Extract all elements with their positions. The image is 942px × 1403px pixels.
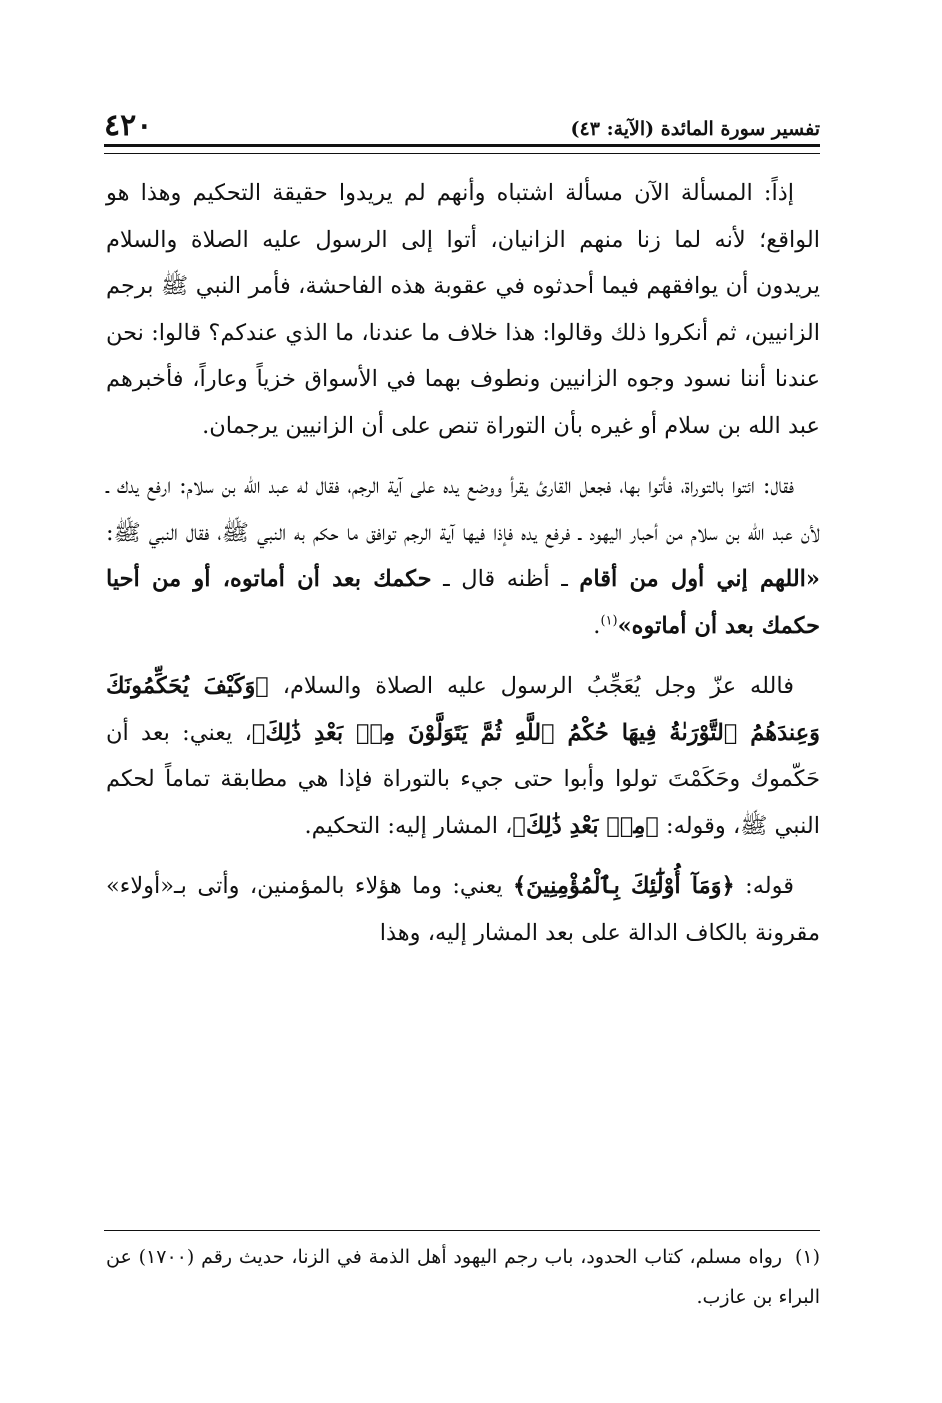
footnote-reference[interactable]: (١): [600, 613, 618, 628]
paragraph-1-text: إذاً: المسألة الآن مسألة اشتباه وأنهم لم يريدوا حقيقة التحكيم وهذا هو الواقع؛ لأنه لما زنا منهم الزانيان، أتوا إلى الرسول عليه الصلاة والسلام يريدون أن يوافقهم فيما أحدثوه في عقوبة هذه الفاحشة، فأمر النبي ﷺ برجم الزانيين، ثم أنكروا ذلك وقالوا: هذا خلاف ما عندنا، ما الذي عندكم؟ قالوا: نحن عندنا أننا نسود وجوه الزانيين ونطوف بهما في الأسواق خزياً وعاراً، فأخبرهم عبد الله بن سلام أو غيره بأن التوراة تنص على أن الزانيين يرجمان.: [106, 180, 820, 439]
main-text: [106, 170, 820, 970]
paragraph-2-text: فقال: ائتوا بالتوراة، فأتوا بها، فجعل القارئ يقرأ ووضع يده على آية الرجم، فقال له عبد الله بن سلام: ارفع يدك ـ لأن عبد الله بن سلام من أحبار اليهود ـ فرفع يده فإذا فيها آية الرجم توافق ما حكم به النبي ﷺ، فقال النبي ﷺ:: [106, 473, 820, 546]
page-number: ٤٢٠: [104, 108, 153, 143]
paragraph-3: [106, 663, 820, 849]
paragraph-1: [106, 170, 820, 449]
quran-quote-2: ﴿مِنۢ بَعْدِ ذَٰلِكَ﴾: [512, 812, 659, 839]
paragraph-3-text-c: ، المشار إليه: التحكيم.: [304, 812, 513, 839]
paragraph-2-end: .: [593, 612, 601, 639]
quran-quote-1: ﴿وَكَيْفَ يُحَكِّمُونَكَ وَعِندَهُمُ ٱلتَّوْرَىٰةُ فِيهَا حُكْمُ ٱللَّهِ ثُمَّ يَتَوَلَّوْنَ مِنۢ بَعْدِ ذَٰلِكَ﴾: [106, 673, 820, 746]
hadith-quote-end: حكمك بعد أن أماتوه، أو من أحيا حكمك بعد أن أماتوه»: [106, 566, 820, 639]
footnote-rule: [104, 1230, 820, 1231]
footnote-1-mark: (١): [794, 1246, 820, 1268]
paragraph-2: [106, 463, 820, 649]
narrator-aside: ـ أظنه قال ـ: [431, 566, 580, 592]
footnote-1-text: رواه مسلم، كتاب الحدود، باب رجم اليهود أهل الذمة في الزنا، حديث رقم (١٧٠٠) عن البراء بن عازب.: [106, 1246, 820, 1308]
footnotes: [106, 1237, 820, 1317]
paragraph-4-text-a: قوله:: [734, 873, 794, 899]
page-header: [104, 100, 820, 144]
running-title: تفسير سورة المائدة (الآية: ٤٣): [570, 118, 820, 140]
paragraph-4: [106, 863, 820, 956]
quran-quote-3: ﴿وَمَآ أُوْلَٰٓئِكَ بِٱلْمُؤْمِنِينَ﴾: [513, 873, 735, 899]
paragraph-3-text-a: فالله عزّ وجل يُعَجِّبُ الرسول عليه الصلاة والسلام،: [268, 673, 795, 699]
header-rule: [104, 144, 820, 154]
hadith-quote-start: «اللهم إني أول من أقام: [579, 566, 820, 592]
paragraph-3-text-b: ، يعني: بعد أن حَكّموك وحَكَمْتَ تولوا وأبوا حتى جيء بالتوراة فإذا هي مطابقة تماماً لحكم النبي ﷺ، وقوله:: [106, 719, 820, 839]
paragraph-4-text-b: يعني: وما هؤلاء بالمؤمنين، وأتى بـ«أولاء» مقرونة بالكاف الدالة على بعد المشار إليه، وهذا: [106, 873, 820, 946]
footnote-1: [106, 1237, 820, 1317]
